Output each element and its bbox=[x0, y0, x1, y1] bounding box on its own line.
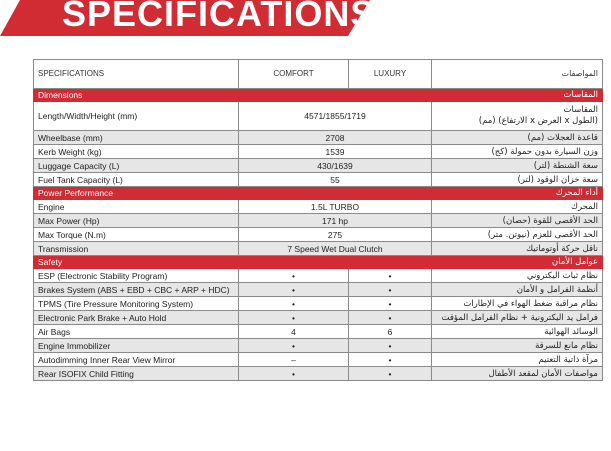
table-row bbox=[34, 269, 603, 283]
row-label-ar-line1: المقاسات bbox=[563, 105, 598, 115]
row-label: Electronic Park Brake + Auto Hold bbox=[34, 311, 239, 325]
row-luxury: • bbox=[349, 283, 432, 297]
row-label: Engine bbox=[34, 200, 239, 214]
table-row bbox=[34, 297, 603, 311]
row-label-ar: نظام ثبات اليكتروني bbox=[432, 269, 603, 283]
table-row bbox=[34, 200, 603, 214]
row-label-ar: أنظمة الفرامل و الأمان bbox=[432, 283, 603, 297]
table-row bbox=[34, 159, 603, 173]
row-comfort: 4 bbox=[239, 325, 349, 339]
row-comfort: • bbox=[239, 339, 349, 353]
section-row-safety bbox=[34, 256, 603, 269]
row-label: Engine Immobilizer bbox=[34, 339, 239, 353]
row-label-ar: المحرك bbox=[432, 200, 603, 214]
table-row bbox=[34, 311, 603, 325]
table-row bbox=[34, 131, 603, 145]
row-comfort: – bbox=[239, 353, 349, 367]
header-specifications: SPECIFICATIONS bbox=[34, 60, 239, 89]
table-row bbox=[34, 102, 603, 131]
row-label: Fuel Tank Capacity (L) bbox=[34, 173, 239, 187]
row-label: TPMS (Tire Pressure Monitoring System) bbox=[34, 297, 239, 311]
row-label: Wheelbase (mm) bbox=[34, 131, 239, 145]
row-luxury: • bbox=[349, 297, 432, 311]
table-row bbox=[34, 242, 603, 256]
row-label: Autodimming Inner Rear View Mirror bbox=[34, 353, 239, 367]
table-row bbox=[34, 173, 603, 187]
row-label-ar: فرامل يد اليكترونية + نظام الفرامل المؤقت bbox=[432, 311, 603, 325]
row-label-ar: وزن السيارة بدون حمولة (كج) bbox=[432, 145, 603, 159]
row-label-ar: نظام مانع للسرقة bbox=[432, 339, 603, 353]
row-label: Length/Width/Height (mm) bbox=[34, 102, 239, 131]
row-value: 55 bbox=[239, 173, 432, 187]
row-value: 4571/1855/1719 bbox=[239, 102, 432, 131]
row-value: 7 Speed Wet Dual Clutch bbox=[239, 242, 432, 256]
row-label: Air Bags bbox=[34, 325, 239, 339]
table-row bbox=[34, 367, 603, 381]
row-value: 171 hp bbox=[239, 214, 432, 228]
specifications-banner bbox=[0, 0, 376, 36]
section-title: Power Performance bbox=[34, 187, 432, 200]
row-label-ar: مواصفات الأمان لمقعد الأطفال bbox=[432, 367, 603, 381]
table-row bbox=[34, 339, 603, 353]
table-header-row bbox=[34, 60, 603, 89]
section-title-ar: المقاسات bbox=[432, 89, 603, 102]
row-label-ar: نظام مراقبة ضغط الهواء في الإطارات bbox=[432, 297, 603, 311]
table-row bbox=[34, 228, 603, 242]
row-comfort: • bbox=[239, 311, 349, 325]
row-label-ar: سعة خزان الوقود (لتر) bbox=[432, 173, 603, 187]
header-specifications-ar: المواصفات bbox=[432, 60, 603, 89]
row-luxury: • bbox=[349, 367, 432, 381]
row-label-ar: الوسائد الهوائية bbox=[432, 325, 603, 339]
section-title-ar: عوامل الأمان bbox=[432, 256, 603, 269]
row-luxury: 6 bbox=[349, 325, 432, 339]
row-label: Max Power (Hp) bbox=[34, 214, 239, 228]
row-label: ESP (Electronic Stability Program) bbox=[34, 269, 239, 283]
specifications-table bbox=[33, 59, 603, 381]
section-title: Dimensions bbox=[34, 89, 432, 102]
section-row-dimensions bbox=[34, 89, 603, 102]
row-label: Max Torque (N.m) bbox=[34, 228, 239, 242]
section-title-ar: أداء المحرك bbox=[432, 187, 603, 200]
banner-title: SPECIFICATIONS bbox=[62, 0, 376, 34]
row-luxury: • bbox=[349, 353, 432, 367]
row-value: 2708 bbox=[239, 131, 432, 145]
row-label-ar bbox=[432, 102, 603, 131]
row-label: Transmission bbox=[34, 242, 239, 256]
row-value: 430/1639 bbox=[239, 159, 432, 173]
row-label-ar: قاعدة العجلات (مم) bbox=[432, 131, 603, 145]
section-title: Safety bbox=[34, 256, 432, 269]
row-label: Kerb Weight (kg) bbox=[34, 145, 239, 159]
row-luxury: • bbox=[349, 311, 432, 325]
row-comfort: • bbox=[239, 367, 349, 381]
row-label-ar: الحد الأقصى للقوة (حصان) bbox=[432, 214, 603, 228]
table-row bbox=[34, 283, 603, 297]
row-label: Luggage Capacity (L) bbox=[34, 159, 239, 173]
row-value: 1.5L TURBO bbox=[239, 200, 432, 214]
row-label-ar-line2: (الطول x العرض x الارتفاع) (مم) bbox=[478, 116, 598, 126]
row-label-ar: مرآة ذاتية التعتيم bbox=[432, 353, 603, 367]
row-label: Rear ISOFIX Child Fitting bbox=[34, 367, 239, 381]
row-comfort: • bbox=[239, 269, 349, 283]
row-label: Brakes System (ABS + EBD + CBC + ARP + HDC) bbox=[34, 283, 239, 297]
row-comfort: • bbox=[239, 283, 349, 297]
table-row bbox=[34, 325, 603, 339]
row-value: 275 bbox=[239, 228, 432, 242]
row-luxury: • bbox=[349, 339, 432, 353]
header-luxury: LUXURY bbox=[349, 60, 432, 89]
row-label-ar: سعة الشنطة (لتر) bbox=[432, 159, 603, 173]
table-row bbox=[34, 353, 603, 367]
row-label-ar: ناقل حركة أوتوماتيك bbox=[432, 242, 603, 256]
section-row-power bbox=[34, 187, 603, 200]
table-row bbox=[34, 145, 603, 159]
row-value: 1539 bbox=[239, 145, 432, 159]
table-row bbox=[34, 214, 603, 228]
row-comfort: • bbox=[239, 297, 349, 311]
header-comfort: COMFORT bbox=[239, 60, 349, 89]
row-luxury: • bbox=[349, 269, 432, 283]
row-label-ar: الحد الأقصى للعزم (نيوتن. متر) bbox=[432, 228, 603, 242]
